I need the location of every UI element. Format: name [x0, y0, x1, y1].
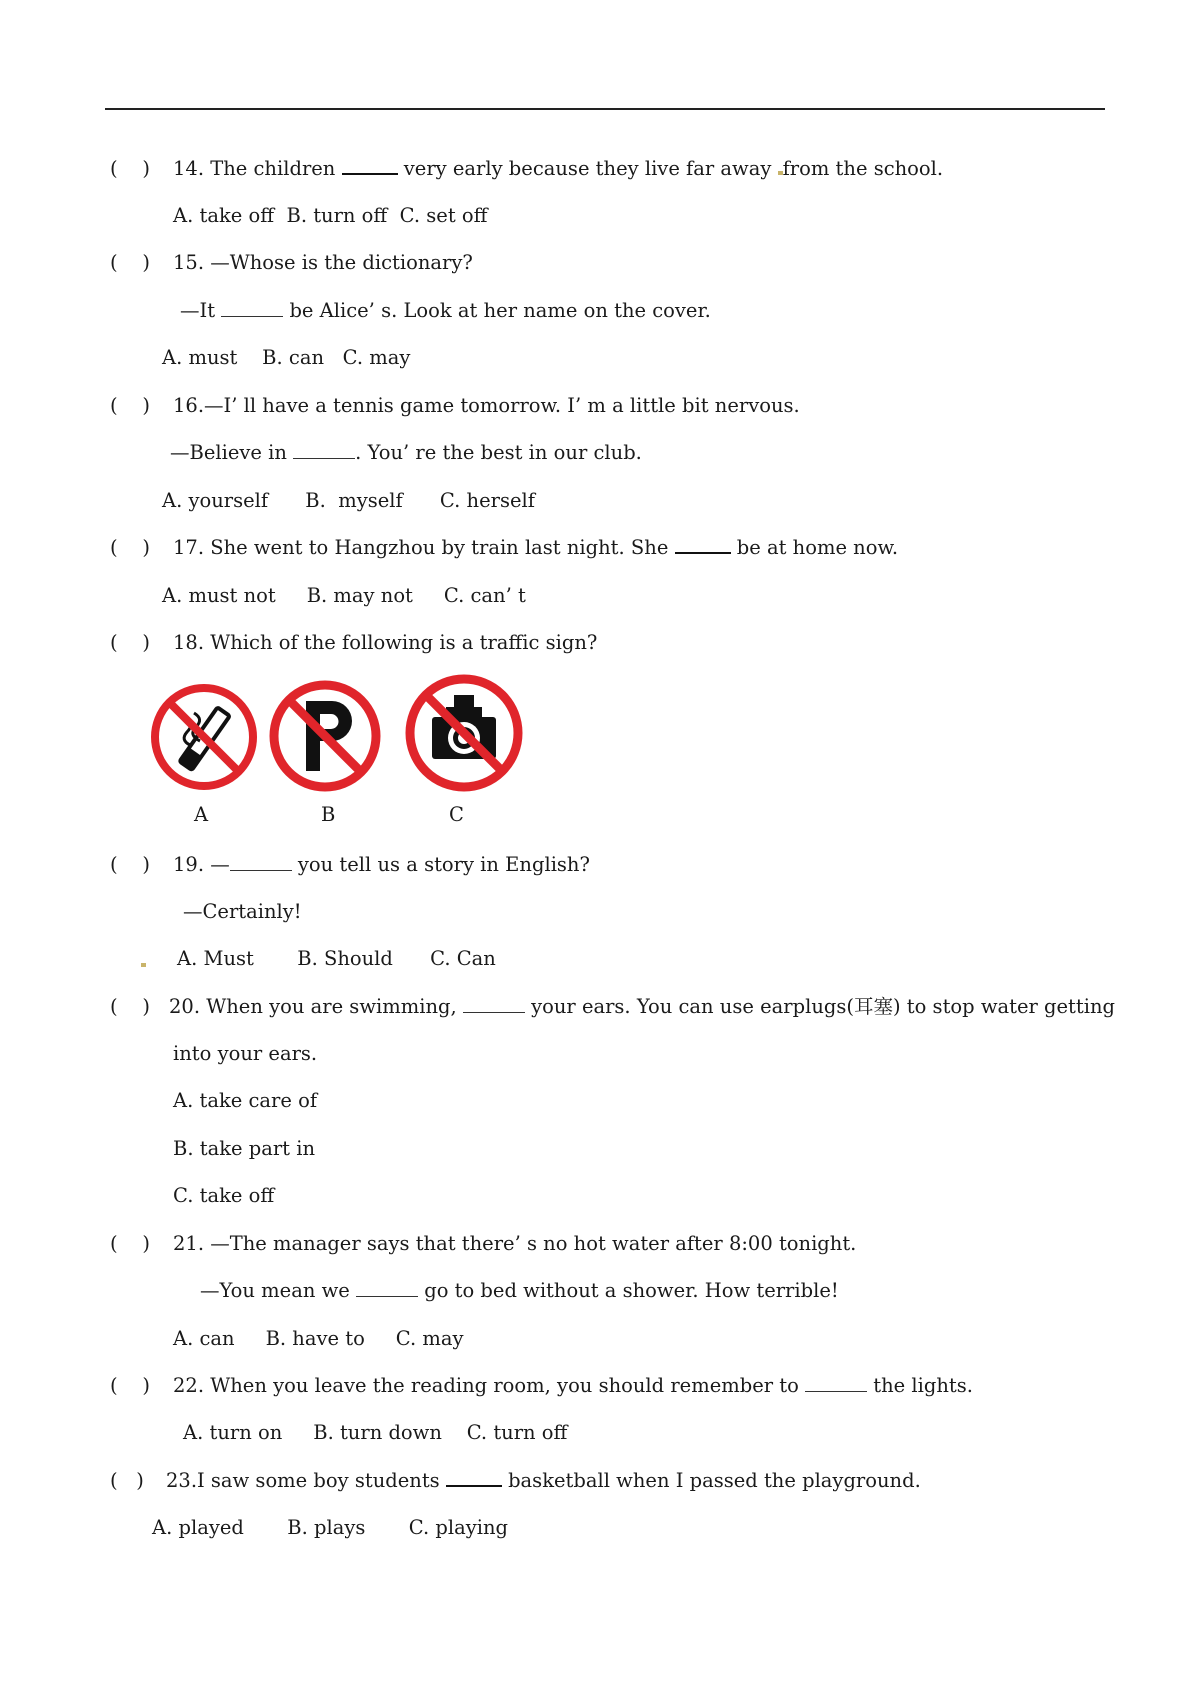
q16-options: A. yourself B. myself C. herself: [162, 489, 535, 512]
q22-options: A. turn on B. turn down C. turn off: [183, 1421, 568, 1444]
q14-stem: 14. The children very early because they live far away from the school.: [173, 157, 944, 180]
q23-blank[interactable]: [446, 1484, 502, 1487]
q20-blank[interactable]: [463, 1011, 525, 1013]
q19-bracket[interactable]: ( ): [110, 853, 151, 876]
q16-reply: —Believe in . You’ re the best in our club.: [170, 441, 642, 464]
q17-bracket[interactable]: ( ): [110, 536, 151, 559]
q21-blank[interactable]: [356, 1295, 418, 1297]
q20-option-b: B. take part in: [173, 1137, 316, 1160]
sign-label-a: A: [194, 803, 209, 826]
q21-options: A. can B. have to C. may: [173, 1327, 464, 1350]
sign-label-c: C: [449, 803, 464, 826]
no-parking-icon[interactable]: [268, 679, 382, 793]
q21-reply: —You mean we go to bed without a shower. How terrible!: [200, 1279, 839, 1302]
q14-options: A. take off B. turn off C. set off: [173, 204, 488, 227]
q15-stem: 15. —Whose is the dictionary?: [173, 251, 473, 274]
q17-options: A. must not B. may not C. can’ t: [162, 584, 526, 607]
q20-option-c: C. take off: [173, 1184, 275, 1207]
q18-stem: 18. Which of the following is a traffic sign?: [173, 631, 598, 654]
q15-reply: —It be Alice’ s. Look at her name on the cover.: [180, 299, 711, 322]
q15-options: A. must B. can C. may: [162, 346, 411, 369]
q22-blank[interactable]: [805, 1390, 867, 1392]
no-smoking-icon[interactable]: [150, 683, 258, 791]
q14-blank[interactable]: [342, 172, 398, 175]
q16-stem: 16.—I’ ll have a tennis game tomorrow. I’ m a little bit nervous.: [173, 394, 800, 417]
q22-bracket[interactable]: ( ): [110, 1374, 151, 1397]
q21-stem: 21. —The manager says that there’ s no hot water after 8:00 tonight.: [173, 1232, 857, 1255]
q22-stem: 22. When you leave the reading room, you should remember to the lights.: [173, 1374, 973, 1397]
q23-options: A. played B. plays C. playing: [152, 1516, 508, 1539]
q20-stem: 20. When you are swimming, your ears. You can use earplugs(耳塞) to stop water getting: [169, 995, 1116, 1018]
q14-bracket[interactable]: ( ): [110, 157, 151, 180]
q23-bracket[interactable]: ( ): [110, 1469, 144, 1492]
q16-blank[interactable]: [293, 457, 355, 459]
q16-bracket[interactable]: ( ): [110, 394, 151, 417]
q17-stem: 17. She went to Hangzhou by train last night. She be at home now.: [173, 536, 899, 559]
header-rule: [105, 108, 1105, 110]
q19-reply: —Certainly!: [183, 900, 302, 923]
q20-stem-cont: into your ears.: [173, 1042, 318, 1065]
q20-option-a: A. take care of: [173, 1089, 318, 1112]
q18-bracket[interactable]: ( ): [110, 631, 151, 654]
sign-label-b: B: [321, 803, 336, 826]
q19-blank[interactable]: [230, 869, 292, 871]
stray-mark: [141, 963, 146, 967]
q15-bracket[interactable]: ( ): [110, 251, 151, 274]
q21-bracket[interactable]: ( ): [110, 1232, 151, 1255]
q23-stem: 23.I saw some boy students basketball when I passed the playground.: [166, 1469, 921, 1492]
q15-blank[interactable]: [221, 315, 283, 317]
q19-options: A. Must B. Should C. Can: [177, 947, 496, 970]
q17-blank[interactable]: [675, 551, 731, 554]
q19-stem: 19. — you tell us a story in English?: [173, 853, 590, 876]
q20-bracket[interactable]: ( ): [110, 995, 151, 1018]
no-photography-icon[interactable]: [404, 673, 524, 793]
